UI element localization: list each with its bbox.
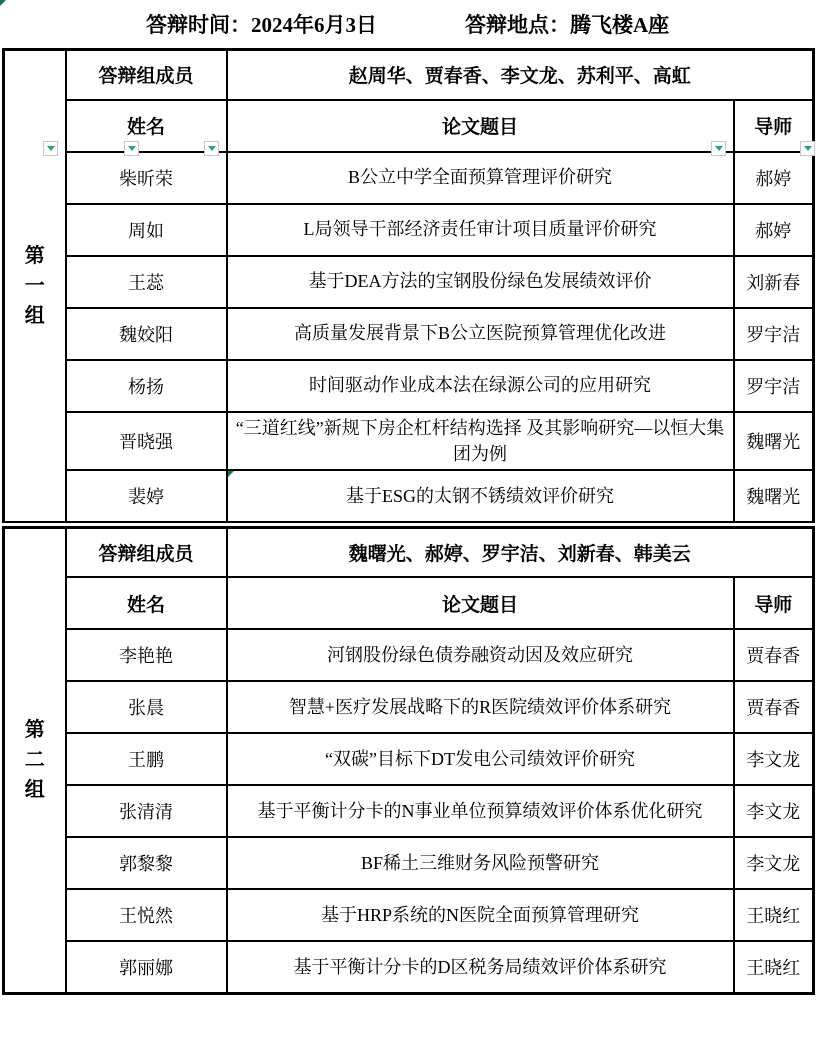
advisor-name: 魏曙光 [746, 486, 801, 507]
column-header-title: 论文题目 [227, 577, 734, 629]
advisor-cell [734, 629, 814, 681]
group-label-cell [4, 527, 66, 993]
table-row [4, 629, 814, 681]
table-row [4, 837, 814, 889]
student-name-cell [66, 470, 227, 522]
table-row [4, 308, 814, 360]
thesis-title: 基于ESG的太钢不锈绩效评价研究 [345, 485, 614, 506]
thesis-title-cell [227, 308, 734, 360]
thesis-title-cell [227, 629, 734, 681]
thesis-title-cell [227, 941, 734, 993]
student-name: 王悦然 [119, 906, 173, 927]
members-value-cell: 魏曙光、郝婷、罗宇洁、刘新春、韩美云 [227, 527, 814, 577]
advisor-cell [734, 681, 814, 733]
advisor-name: 魏曙光 [746, 431, 801, 452]
group-label: 第一组 [24, 244, 45, 327]
advisor-cell [734, 256, 814, 308]
defense-schedule-table-group-1 [2, 48, 815, 523]
column-header-name: 姓名 [66, 100, 227, 152]
advisor-cell [734, 412, 814, 470]
thesis-title: 河钢股份绿色债券融资动因及效应研究 [327, 645, 633, 666]
advisor-name: 李文龙 [746, 854, 801, 875]
student-name-cell [66, 308, 227, 360]
student-name: 郭黎黎 [119, 854, 173, 875]
student-name: 郭丽娜 [119, 957, 173, 978]
column-header-row [4, 577, 814, 629]
thesis-title-cell [227, 733, 734, 785]
advisor-cell [734, 308, 814, 360]
column-header-name: 姓名 [66, 577, 227, 629]
filter-dropdown-icon [208, 146, 216, 151]
student-name-cell [66, 681, 227, 733]
filter-dropdown-button[interactable] [43, 141, 58, 156]
thesis-title-cell [227, 889, 734, 941]
filter-dropdown-icon [804, 146, 812, 151]
student-name: 柴昕荣 [119, 168, 173, 189]
table-row [4, 941, 814, 993]
student-name-cell [66, 785, 227, 837]
student-name: 张清清 [119, 802, 173, 823]
advisor-name: 王晓红 [746, 957, 801, 978]
advisor-cell [734, 941, 814, 993]
filter-dropdown-button[interactable] [204, 141, 219, 156]
advisor-cell [734, 470, 814, 522]
thesis-title: 时间驱动作业成本法在绿源公司的应用研究 [309, 375, 651, 396]
advisor-name: 贾春香 [746, 646, 801, 667]
table-row [4, 152, 814, 204]
table-row [4, 412, 814, 470]
student-name-cell [66, 733, 227, 785]
table-row [4, 889, 814, 941]
caption-bar [0, 0, 816, 48]
thesis-title: 高质量发展背景下B公立医院预算管理优化改进 [293, 323, 666, 344]
table-row [4, 681, 814, 733]
advisor-name: 郝婷 [755, 168, 792, 189]
student-name-cell [66, 889, 227, 941]
thesis-title: B公立中学全面预算管理评价研究 [347, 167, 612, 188]
filter-dropdown-icon [715, 146, 723, 151]
page-corner-marker-icon [0, 0, 6, 6]
thesis-title-cell [227, 152, 734, 204]
student-name-cell [66, 360, 227, 412]
advisor-name: 罗宇洁 [746, 324, 801, 345]
thesis-title: BF稀土三维财务风险预警研究 [360, 853, 599, 874]
advisor-cell [734, 733, 814, 785]
thesis-title-cell [227, 256, 734, 308]
filter-dropdown-button[interactable] [711, 141, 726, 156]
thesis-title-cell [227, 470, 734, 522]
column-header-advisor: 导师 [734, 100, 814, 152]
members-value-cell: 赵周华、贾春香、李文龙、苏利平、高虹 [227, 50, 814, 100]
advisor-cell [734, 837, 814, 889]
student-name: 王蕊 [128, 272, 164, 293]
members-label-cell: 答辩组成员 [66, 50, 227, 100]
advisor-name: 贾春香 [746, 698, 801, 719]
thesis-title: 基于平衡计分卡的D区税务局绩效评价体系研究 [293, 956, 667, 977]
defense-schedule-table-group-2 [2, 526, 815, 995]
filter-dropdown-button[interactable] [124, 141, 139, 156]
table-row [4, 360, 814, 412]
filter-dropdown-button[interactable] [800, 141, 815, 156]
table-row [4, 785, 814, 837]
defense-time-label: 答辩时间：2024年6月3日 [146, 13, 377, 37]
student-name-cell [66, 152, 227, 204]
thesis-title-cell [227, 837, 734, 889]
filter-dropdown-icon [128, 146, 136, 151]
members-row [4, 50, 814, 100]
thesis-title: L局领导干部经济责任审计项目质量评价研究 [303, 219, 657, 240]
advisor-name: 罗宇洁 [746, 376, 801, 397]
student-name-cell [66, 204, 227, 256]
table-row [4, 256, 814, 308]
defense-location-label: 答辩地点：腾飞楼A座 [465, 13, 670, 37]
student-name-cell [66, 629, 227, 681]
thesis-title: “三道红线”新规下房企杠杆结构选择 及其影响研究—以恒大集团为例 [235, 417, 725, 464]
filter-dropdown-icon [47, 146, 55, 151]
table-row [4, 204, 814, 256]
thesis-title-cell [227, 412, 734, 470]
members-row [4, 527, 814, 577]
group-label: 第二组 [24, 719, 45, 802]
thesis-title: 智慧+医疗发展战略下的R医院绩效评价体系研究 [288, 697, 672, 718]
student-name-cell [66, 256, 227, 308]
student-name-cell [66, 412, 227, 470]
table-row [4, 733, 814, 785]
advisor-cell [734, 360, 814, 412]
student-name: 周如 [128, 220, 164, 241]
column-header-title: 论文题目 [227, 100, 734, 152]
advisor-name: 郝婷 [755, 220, 792, 241]
column-header-advisor: 导师 [734, 577, 814, 629]
student-name: 晋晓强 [119, 431, 173, 452]
student-name: 王鹏 [128, 750, 164, 771]
advisor-name: 王晓红 [746, 906, 801, 927]
student-name: 张晨 [128, 698, 164, 719]
thesis-title: 基于DEA方法的宝钢股份绿色发展绩效评价 [308, 271, 652, 292]
advisor-cell [734, 152, 814, 204]
thesis-title-cell [227, 681, 734, 733]
thesis-title-cell [227, 204, 734, 256]
student-name-cell [66, 941, 227, 993]
student-name: 李艳艳 [119, 646, 173, 667]
advisor-name: 李文龙 [746, 750, 801, 771]
student-name-cell [66, 837, 227, 889]
advisor-cell [734, 889, 814, 941]
members-label-cell: 答辩组成员 [66, 527, 227, 577]
advisor-name: 李文龙 [746, 802, 801, 823]
advisor-name: 刘新春 [746, 272, 801, 293]
advisor-cell [734, 204, 814, 256]
thesis-title: 基于平衡计分卡的N事业单位预算绩效评价体系优化研究 [257, 801, 703, 822]
thesis-title: “双碳”目标下DT发电公司绩效评价研究 [325, 749, 635, 770]
thesis-title-cell [227, 785, 734, 837]
table-row [4, 470, 814, 522]
thesis-title-cell [227, 360, 734, 412]
advisor-cell [734, 785, 814, 837]
group-label-cell [4, 50, 66, 522]
student-name: 杨扬 [128, 376, 164, 397]
student-name: 裴婷 [128, 486, 164, 507]
thesis-title: 基于HRP系统的N医院全面预算管理研究 [320, 905, 639, 926]
student-name: 魏姣阳 [119, 324, 173, 345]
